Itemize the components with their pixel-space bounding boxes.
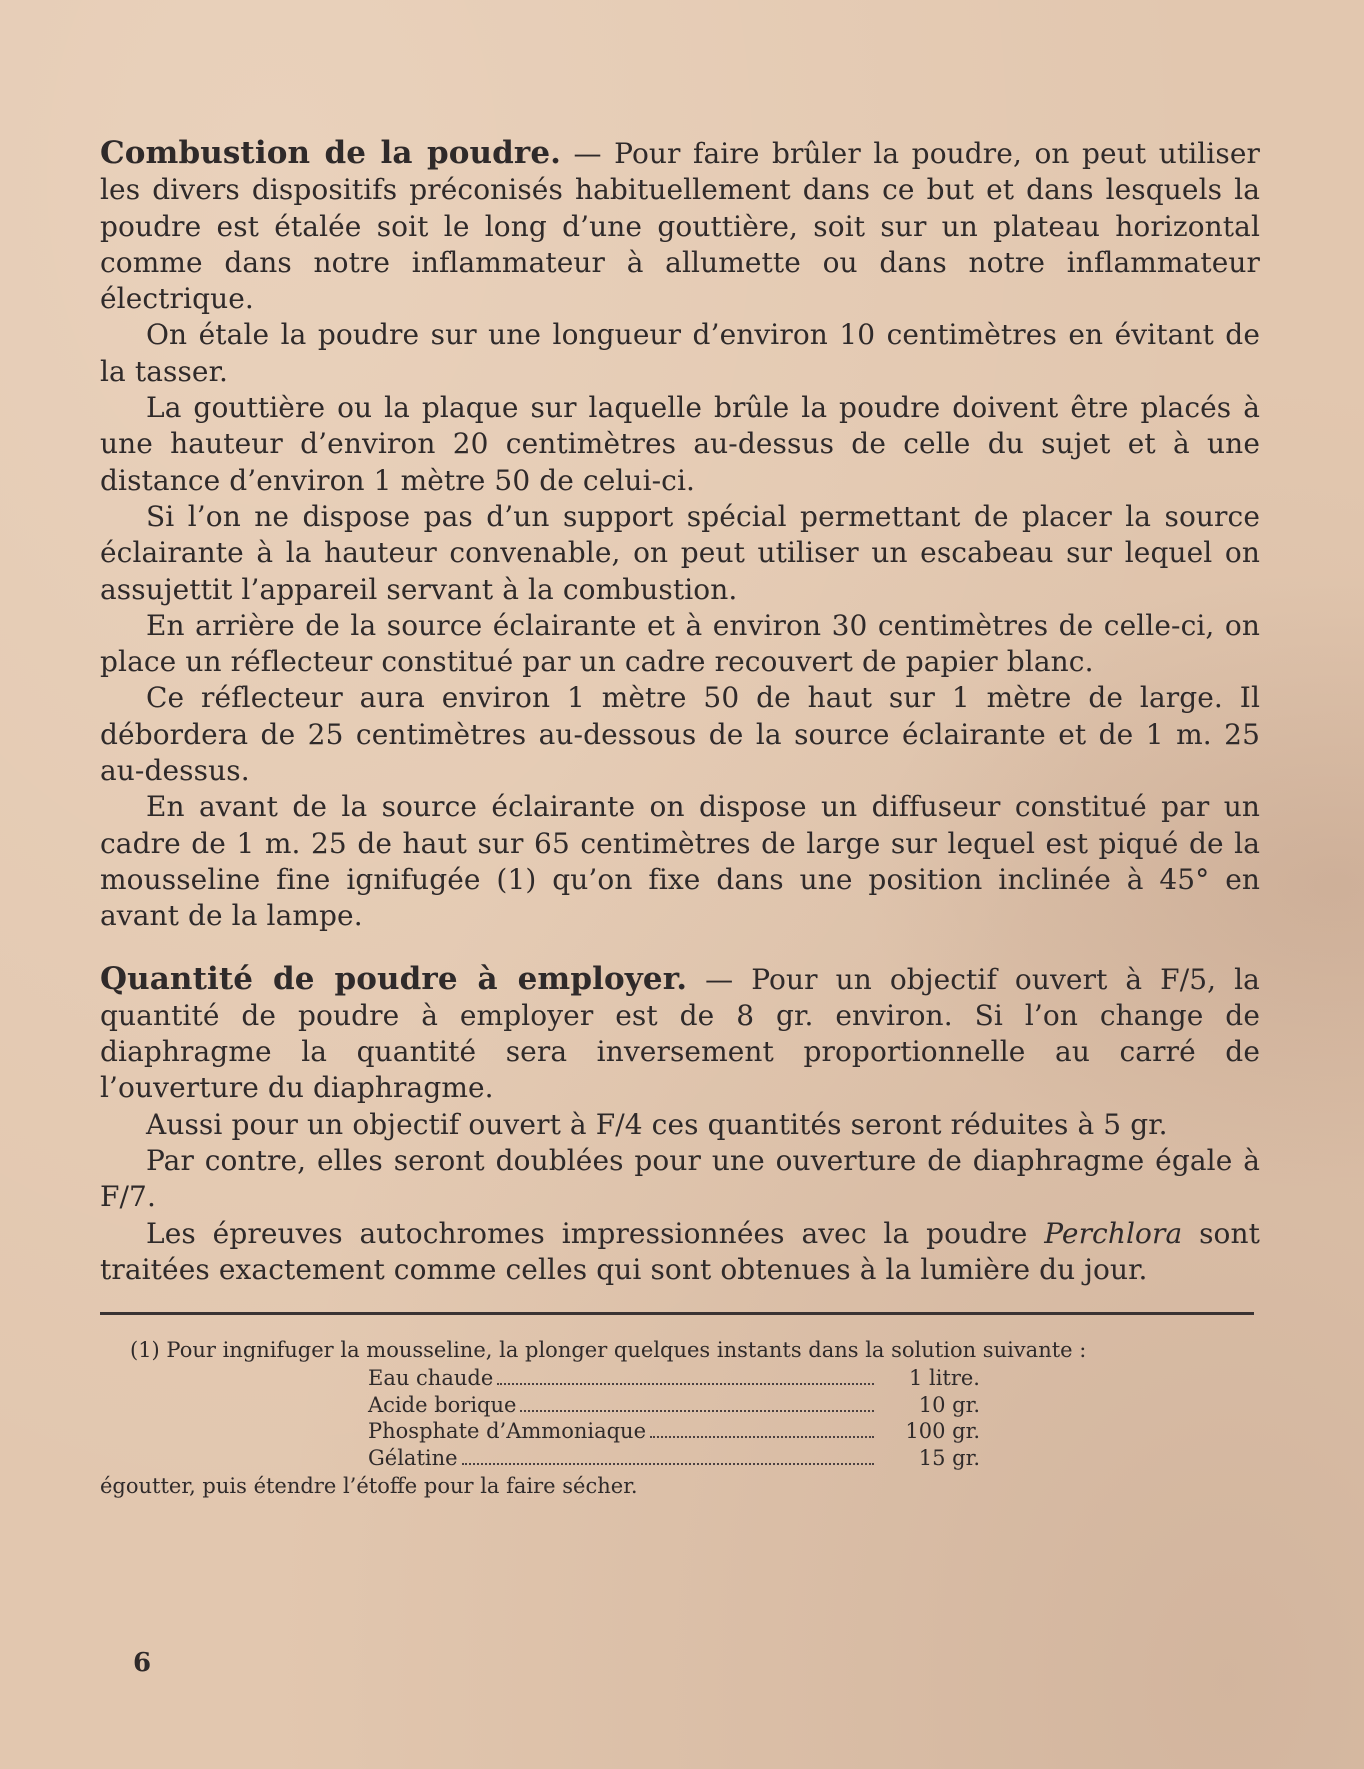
footnote-end: égoutter, puis étendre l’étoffe pour la faire sécher.	[100, 1474, 638, 1499]
body-paragraph: En avant de la source éclairante on dispose un diffuseur constitué par un cadre de 1 m. 25 de haut sur 65 centimètres de large sur lequel est piqué de la mousseline fine ignifugée (1) qu’on fixe dans une position inclinée à 45° en avant de la lampe.	[100, 790, 1260, 933]
recipe-row	[368, 1365, 980, 1392]
body-paragraph: En arrière de la source éclairante et à environ 30 centimètres de celle-ci, on place un réflecteur constitué par un cadre recouvert de papier blanc.	[100, 608, 1260, 679]
recipe-ingredient: Acide borique	[368, 1392, 517, 1417]
text-segment: Les épreuves autochromes impressionnées avec la poudre	[146, 1216, 1045, 1250]
recipe-ingredient: Phosphate d’Ammoniaque	[368, 1419, 647, 1444]
section-combustion	[100, 135, 1260, 935]
section-quantite	[100, 961, 1260, 1289]
leader-dots	[462, 1463, 874, 1465]
leader-dots	[520, 1410, 874, 1412]
body-paragraph	[100, 1216, 1260, 1289]
footnote	[100, 1337, 1260, 1499]
section-heading: Combustion de la poudre.	[100, 135, 562, 171]
body-paragraph: Aussi pour un objectif ouvert à F/4 ces quantités seront réduites à 5 gr.	[146, 1107, 1168, 1141]
body-paragraph: La gouttière ou la plaque sur laquelle brûle la poudre doivent être placés à une hauteur d’environ 20 centimètres au-dessus de celle du sujet et à une distance d’environ 1 mètre 50 de celui-ci.	[100, 391, 1260, 497]
body-paragraph: Ce réflecteur aura environ 1 mètre 50 de haut sur 1 mètre de large. Il débordera de 25 centimètres au-dessous de la source éclairante et de 1 m. 25 au-dessus.	[100, 681, 1260, 788]
footnote-intro: (1) Pour ingnifuger la mousseline, la plonger quelques instants dans la solution suivante :	[130, 1338, 1087, 1363]
recipe-quantity: 15 gr.	[918, 1445, 980, 1470]
recipe-row	[368, 1418, 980, 1445]
recipe-ingredient: Eau chaude	[368, 1366, 494, 1391]
recipe-row	[368, 1392, 980, 1419]
body-paragraph: On étale la poudre sur une longueur d’environ 10 centimètres en évitant de la tasser.	[100, 318, 1260, 388]
leader-dots	[650, 1436, 874, 1438]
leader-dots	[497, 1383, 874, 1385]
product-name: Perchlora	[1044, 1216, 1183, 1250]
recipe-ingredient: Gélatine	[368, 1445, 458, 1470]
page-number: 6	[133, 1648, 152, 1678]
section-paragraph	[100, 135, 1260, 317]
text-segment: sont traitées exactement comme celles qui sont obtenues à la lumière du jour.	[100, 1216, 1260, 1286]
section-lead-text: — Pour un objectif ouvert à F/5, la quantité de poudre à employer est de 8 gr. environ. Si l’on change de diaphragme la quantité sera inversement proportionnelle au carré de l’ouverture du diaphragme.	[100, 962, 1260, 1105]
section-lead-text: — Pour faire brûler la poudre, on peut utiliser les divers dispositifs préconisés habituellement dans ce but et dans lesquels la poudre est étalée soit le long d’une gouttière, soit sur un plateau horizontal comme dans notre inflammateur à allumette ou dans notre inflammateur électrique.	[100, 137, 1260, 316]
recipe-quantity: 10 gr.	[918, 1392, 980, 1417]
section-heading: Quantité de poudre à employer.	[100, 960, 688, 997]
body-paragraph: Si l’on ne dispose pas d’un support spécial permettant de placer la source éclairante à la hauteur convenable, on peut utiliser un escabeau sur lequel on assujettit l’appareil servant à la combustion.	[100, 499, 1260, 606]
page-content	[100, 135, 1260, 1499]
body-paragraph: Par contre, elles seront doublées pour une ouverture de diaphragme égale à F/7.	[100, 1144, 1260, 1214]
recipe-quantity: 1 litre.	[908, 1366, 980, 1391]
recipe-row	[368, 1445, 980, 1472]
recipe-quantity: 100 gr.	[905, 1419, 980, 1444]
recipe-list	[368, 1365, 980, 1471]
footnote-divider	[100, 1312, 1254, 1315]
section-paragraph	[100, 961, 1260, 1107]
